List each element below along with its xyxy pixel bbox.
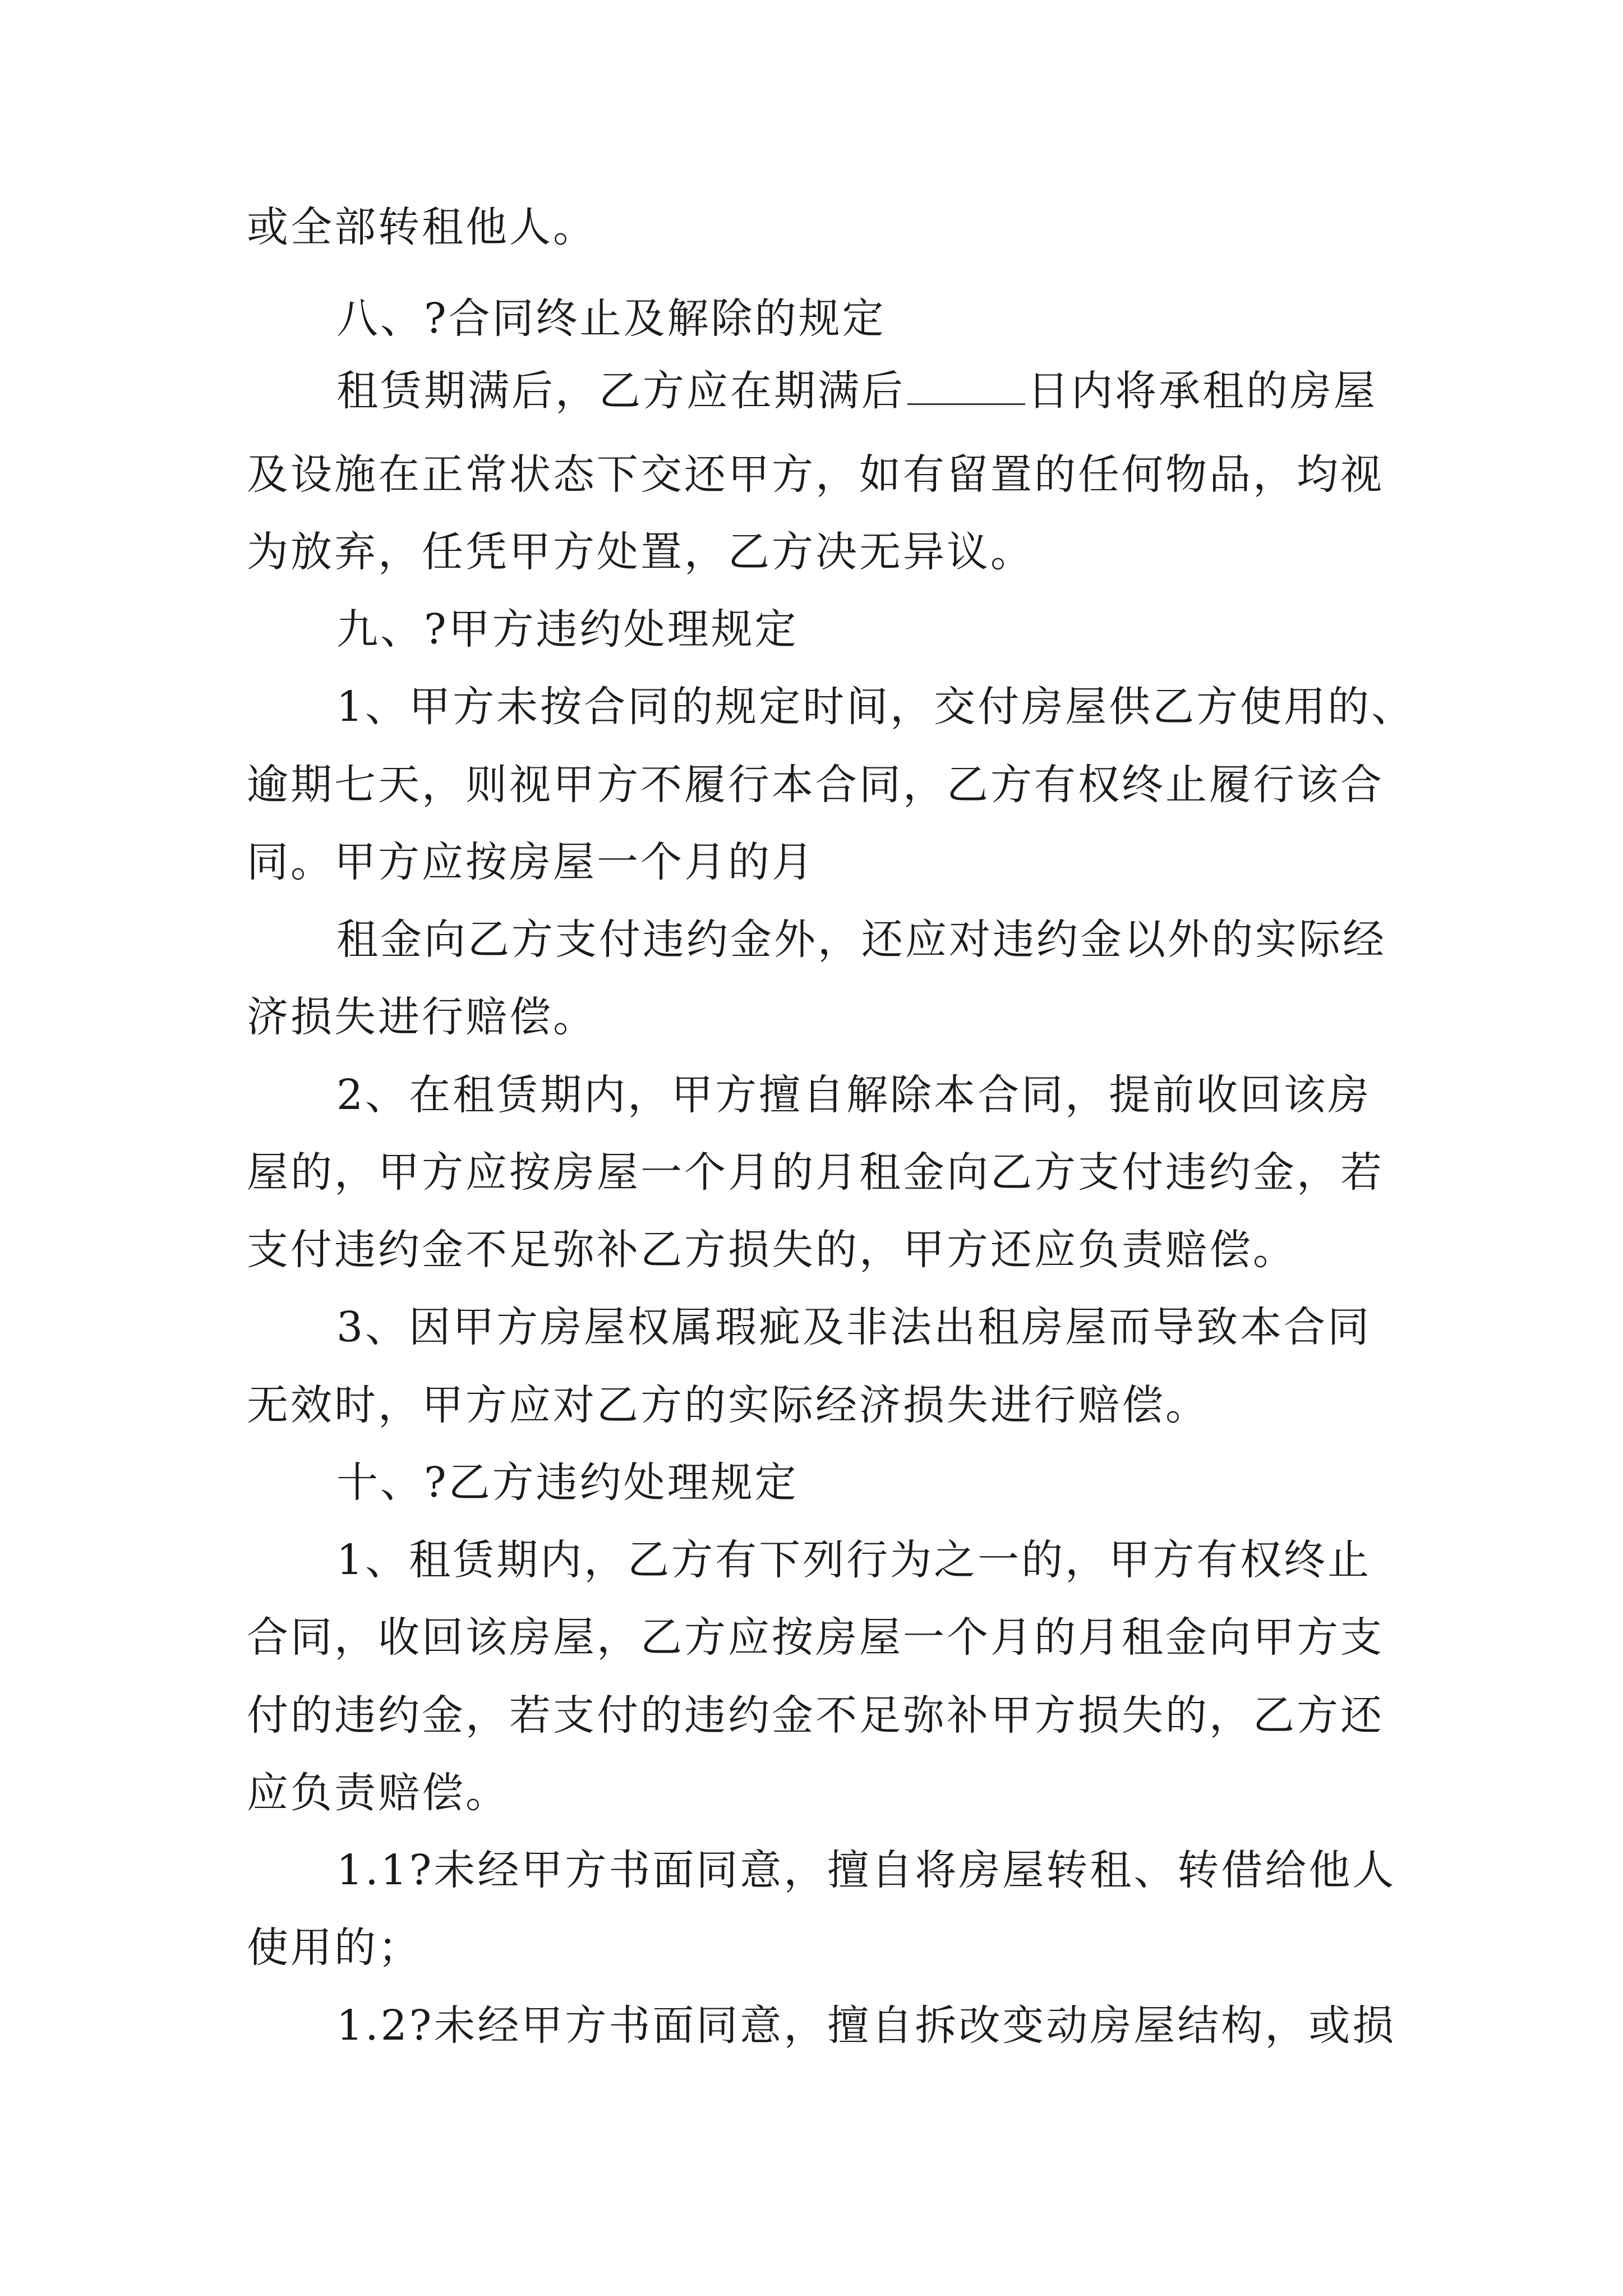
- fill-in-blank: [907, 400, 1025, 405]
- text-line: 1、租赁期内，乙方有下列行为之一的，甲方有权终止: [336, 1536, 1372, 1584]
- text-line: 合同，收回该房屋，乙方应按房屋一个月的月租金向甲方支: [247, 1613, 1384, 1662]
- text-segment: 租赁期满后，乙方应在期满后: [336, 367, 905, 415]
- text-line: 1、甲方未按合同的规定时间，交付房屋供乙方使用的、: [336, 683, 1415, 731]
- text-segment: 日内将承租的房屋: [1027, 367, 1377, 415]
- text-line: 2、在租赁期内，甲方擅自解除本合同，提前收回该房: [336, 1071, 1372, 1119]
- text-line: [336, 363, 1377, 419]
- text-line: 应负责赔偿。: [247, 1769, 509, 1817]
- section-heading: 八、?合同终止及解除的规定: [336, 295, 886, 343]
- text-line: 1.1?未经甲方书面同意，擅自将房屋转租、转借给他人: [336, 1846, 1396, 1894]
- section-heading: 十、?乙方违约处理规定: [336, 1458, 799, 1507]
- text-line: 无效时，甲方应对乙方的实际经济损失进行赔偿。: [247, 1381, 1209, 1429]
- text-line: 同。甲方应按房屋一个月的月: [247, 838, 815, 886]
- text-line: 租金向乙方支付违约金外，还应对违约金以外的实际经: [336, 915, 1386, 964]
- text-line: 济损失进行赔偿。: [247, 993, 597, 1041]
- section-heading: 九、?甲方违约处理规定: [336, 605, 799, 654]
- text-line: 屋的，甲方应按房屋一个月的月租金向乙方支付违约金，若: [247, 1148, 1384, 1197]
- text-line: 使用的；: [247, 1924, 422, 1972]
- text-line: 逾期七天，则视甲方不履行本合同，乙方有权终止履行该合: [247, 761, 1384, 809]
- text-line: 支付违约金不足弥补乙方损失的，甲方还应负责赔偿。: [247, 1226, 1297, 1274]
- text-line: 及设施在正常状态下交还甲方，如有留置的任何物品，均视: [247, 450, 1384, 499]
- text-line: 或全部转租他人。: [247, 203, 597, 251]
- text-line: 为放弃，任凭甲方处置，乙方决无异议。: [247, 528, 1034, 576]
- text-line: 3、因甲方房屋权属瑕疵及非法出租房屋而导致本合同: [336, 1303, 1372, 1351]
- text-line: 付的违约金，若支付的违约金不足弥补甲方损失的，乙方还: [247, 1691, 1384, 1740]
- text-line: 1.2?未经甲方书面同意，擅自拆改变动房屋结构，或损: [336, 2001, 1396, 2050]
